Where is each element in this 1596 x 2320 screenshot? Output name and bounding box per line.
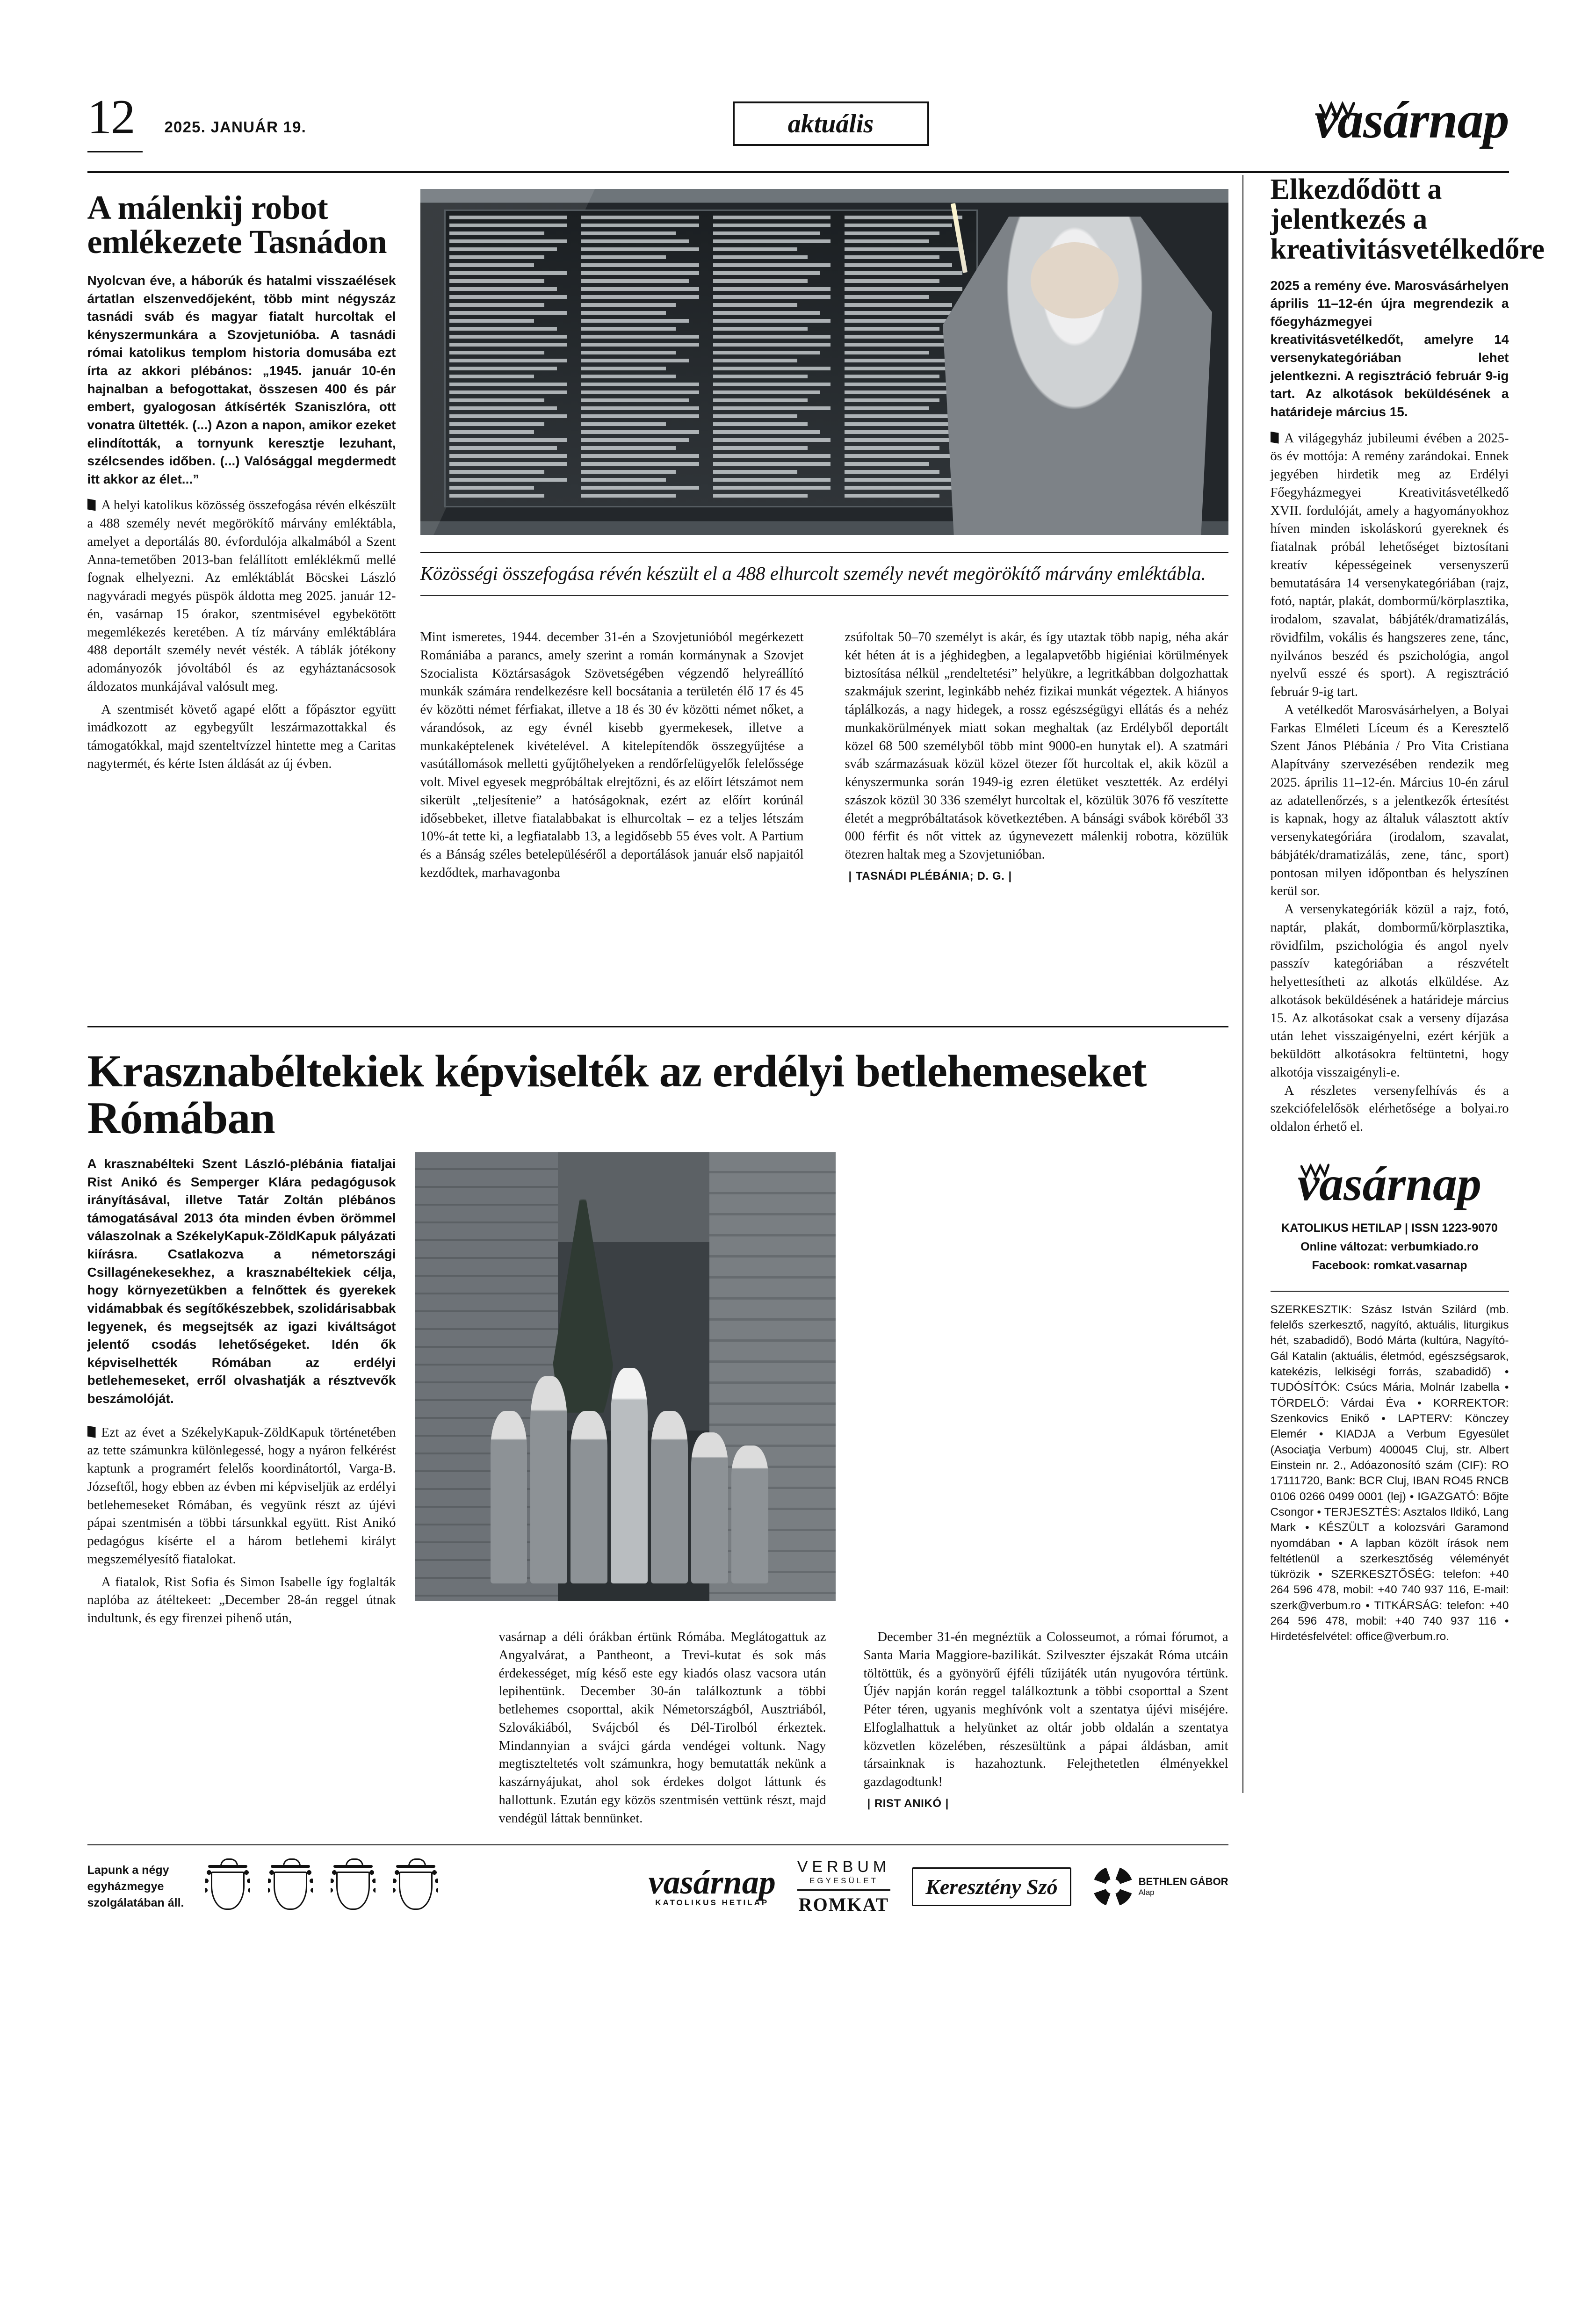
rail-meta-line: KATOLIKUS HETILAP | ISSN 1223-9070 — [1281, 1221, 1498, 1235]
brand-subtitle: KATOLIKUS HETILAP — [655, 1898, 769, 1908]
paragraph-text: A helyi katolikus közösség összefogása révén elkészült a 488 személy nevét megörökítő márvány emléktábla, amelyet a deportálás 80. évfordulója alkalmából a Szent Anna-temetőben 2013-ban felállított emléklékmű mellé fognak elhelyezni. Az emléktáblát Böcskei László nagyváradi megyés püspök áldotta meg 2025. január 12-én, vasárnap 15 órakor, szentmisével egybekötött megemlékezés keretében. A tíz márvány emléktáblára 488 deportált személy nevét vésték. A táblák jótékony adományozók jóvoltából és az egyháztanácsosok áldozatos munkájával valósult meg. — [87, 498, 396, 694]
article-paragraph: A szentmisét követő agapé előtt a főpásztor együtt imádkozott az egybegyűlt leszármazottakkal és támogatókkal, majd szenteltvízzel hintette meg a Caritas nagytermét, és kérte Isten áldását az új évben. — [87, 702, 396, 771]
article-paragraph: A fiatalok, Rist Sofia és Simon Isabelle így foglalták naplóba az átéltekeet: „December 28-án reggel útnak indultunk, és egy firenzei pihenő után, — [87, 1575, 396, 1626]
caption-rule-bottom — [420, 595, 1228, 596]
bishop-figure — [937, 217, 1212, 535]
footer-note: Lapunk a négy egyházmegye szolgálatában áll. — [87, 1863, 184, 1909]
photo-caption: Közösségi összefogása révén készült el a 488 elhurcolt személy nevét megörökítő márvány emléktábla. — [420, 563, 1206, 584]
bethlen-subtitle: Alap — [1138, 1888, 1155, 1897]
article-paragraph — [87, 497, 396, 696]
nativity-group-photo — [415, 1152, 836, 1601]
coat-of-arms-icon — [267, 1857, 314, 1915]
rail-meta-line: Facebook: romkat.vasarnap — [1312, 1258, 1467, 1272]
paragraph-text: A világegyház jubileumi évében a 2025-ös év mottója: A remény zarándokai. Ennek jegyében hirdetik meg az Erdélyi Főegyházmegyei Kreativitásvetélkedő XVII. fordulóját, amely a hagyományokhoz híven minden iskoláskorú gyereknek és fiatalnak próbál lehetőséget biztosítani kreatív képességeinek versenyszerű bemutatására 14 versenykategóriában (rajz, fotó, naptár, plakát, dombormű/körplasztika, irodalom, szavalat, bábjáték/dramatizálás, rövidfilm, vokális és hangszeres zene, tánc, nyilvános beszéd és pszichológia, angol nyelvű esszé és sport). A regisztráció február 9-ig tart. — [1270, 431, 1509, 700]
page-number-rule — [87, 151, 143, 152]
bullet-square-icon — [1271, 432, 1279, 444]
imprint-block: SZERKESZTIK: Szász István Szilárd (mb. felelős szerkesztő, nagyító, aktuális, liturgikus hét, szabadidő), Bodó Márta (kultúra, Nagyító-Gál Katalin (aktuális, életmód, egészségsarok, katekézis, lelkiségi forrás, szabadidő) • TUDÓSÍTÓK: Csúcs Mária, Molnár Izabella • TÖRDELŐ: Várdai Éva • KORREKTOR: Szenkovics Enikő • LAPTERV: Könczey Elemér • KIADJA a Verbum Egyesület (Asociaţia Verbum) 400045 Cluj, str. Albert Einstein nr. 2., Adóazonosító szám (CIF): RO 17111720, Bank: BCR Cluj, IBAN RO45 RNCB 0106 0266 0499 0001 (lej) • IGAZGATÓ: Bőjte Csongor • TERJESZTÉS: Asztalos Ildikó, Lang Mark • KÉSZÜLT a kolozsvári Garamond nyomdában • A lapban közölt írások nem feltétlenül a szerkesztőség véleményét tükrözik • SZERKESZTŐSÉG: telefon: +40 264 596 478, mobil: +40 740 937 116, E-mail: szerk@verbum.ro • TITKÁRSÁG: telefon: +40 264 596 478, mobil: +40 740 937 116 • Hirdetésfelvétel: office@verbum.ro. — [1271, 1291, 1509, 1645]
footer-verbum-logo — [797, 1858, 890, 1915]
footer-kereszteny-szo-logo: Keresztény Szó — [912, 1867, 1071, 1906]
article-roma-column-3: December 31-én megnéztük a Colosseumot, a római fórumot, a Santa Maria Maggiore-bazilikát. Szilveszter éjszakát Róma utcáin töltöttük, és a gyönyörű éjféli tűzijáték után nyugovóra tértünk. Újév napján korán reggel találkoztunk a többi csoporttal a Szent Péter téren, ugyanis meghívónk volt a szentatya újévi miséjére. Elfoglalhattuk a helyünket az oltár jobb oldalán a szentatya közvetlen közelében, részesültünk a pápai áldásban, amit társainknak is hazahoztunk. Felejthetetlen élményekkel gazdagodtunk! — [863, 1630, 1228, 1789]
section-label-box — [733, 101, 929, 146]
article-headline-malenkij: A málenkij robot emlékezete Tasnádon — [87, 189, 387, 261]
coat-of-arms-icon — [392, 1857, 439, 1915]
bethlen-mark-icon — [1093, 1866, 1133, 1907]
article-lead-roma: A krasznabélteki Szent László-plébánia fiataljai Rist Anikó és Semperger Klára pedagógusok irányításával, illetve Tatár Zoltán plébános támogatásával 2013 óta minden évben örömmel válaszolnak a SzékelyKapuk-ZöldKapuk pályázati kiírásra. Csatlakozva a németországi Csillagénekesekhez, a krasznabéltekiek célja, hogy környezetükben a felnőttek és gyerekek vidámabbak és segítőkészebbek, szolidárisabbak legyenek, és megsejtsék az igazi kiváltságot jelentő csodás lehetőségeket. Idén ők képviselhették Rómában az erdélyi betlehemeseket, erről olvashatják a résztvevők beszámolóját. — [87, 1156, 396, 1406]
verbum-subtitle: EGYESÜLET — [809, 1876, 878, 1885]
article-paragraph — [87, 1424, 396, 1569]
page-footer — [87, 1844, 1228, 1915]
section-label: aktuális — [787, 109, 874, 138]
footer-bethlen-gabor-logo — [1093, 1866, 1228, 1907]
rail-paragraph: A vetélkedőt Marosvásárhelyen, a Bolyai Farkas Elméleti Líceum és a Keresztelő Szent János Plébánia / Pro Vita Cristiana Alapítvány szervezésében rendezik meg 2025. április 11–12-én. Március 10-én zárul az adatellenőrzés, s a jelentkezők értesítést is kapnak, hogy az általuk választott aktív versenykategóriára (irodalom, szavalat, bábjáték/dramatizálás, zene, tánc, sport) pontosan milyen időpontban és helyszínen kerül sor. — [1270, 702, 1509, 899]
footer-partner-logos — [649, 1858, 1228, 1915]
footer-vasarnap-logo — [648, 1863, 776, 1908]
byline-text: RIST ANIKÓ — [874, 1797, 942, 1810]
bethlen-wordmark: BETHLEN GÁBOR — [1138, 1875, 1228, 1887]
bullet-square-icon — [87, 1426, 96, 1438]
rail-paragraph — [1271, 430, 1509, 701]
article-divider — [87, 1026, 1228, 1027]
plaque-name-list — [444, 210, 977, 507]
costumed-group — [491, 1368, 768, 1583]
article-column-2: Mint ismeretes, 1944. december 31-én a Szovjetunióból megérkezett Romániába a parancs, amely szerint a román kormánynak a Szovjet Szocialista Köztársaságok Szövetségében végzendő helyreállító munkák számára rendelkezésre kell bocsátania a területén élő 17 és 45 év közötti német férfiakat, illetve a 18 és 30 év közötti német nőket, a várandósok, az egy évnél kisebb gyermekesek, illetve a munkaképtelenek kivételével. A kitelepítendők összegyűjtése a vasútállomások melletti gyűjtőhelyeken a rendőrfelügyelők felelőssége volt. Mivel egyesek megpróbáltak elrejtőzni, és az előírt létszámot nem sikerült „teljesítenie” a hatóságoknak, ezért az előírt korúnál idősebbeket, illetve fiatalabbakat is elhurcoltak – ez a teljes létszám 10%-át tette ki, a legfiatalabb 13, a legidősebb 55 éves volt. A Partium és a Bánság széles betelepüléséről a deportálások január első napjaitól kezdődtek, marhavagonba — [420, 630, 804, 880]
article-byline-roma: | RIST ANIKÓ | — [867, 1797, 949, 1810]
rail-headline: Elkezdődött a jelentkezés a kreativitásvetélkedőre — [1270, 173, 1545, 265]
article-byline-malenkij: | TASNÁDI PLÉBÁNIA; D. G. | — [848, 869, 1012, 882]
rail-paragraph: A versenykategóriák közül a rajz, fotó, naptár, plakát, dombormű/körplasztika, rövidfilm, pszichológia és angol nyelv passzív kategóriában a részvételt helyettesítheti az alkotás elküldése. Az alkotások beküldésének a határideje március 15. Az alkotásokat csak a verseny díjazása után lehet visszaigényelni, ezért kérjük a beküldött alkotásokra feltüntetni, hogy alkotója visszaigényli-e. — [1270, 902, 1509, 1080]
romkat-wordmark: ROMKAT — [797, 1889, 890, 1915]
masthead-brand — [1314, 91, 1509, 149]
rail-meta — [1271, 1219, 1509, 1275]
paragraph-text: Ezt az évet a SzékelyKapuk-ZöldKapuk történetében az tette számunkra különlegessé, hogy a nyáron felkérést kaptunk a programért felelős koordinátortól, Varga-B. Józseftől, hogy ebben az évben mi képviseljük az erdélyi betlehemeseket Rómában, és vegyünk részt az újévi pápai szentmisén a többi társunkkal együtt. Rist Anikó pedagógus kísérte el a három betlehemi királyt megszemélyesítő fiatalokat. — [87, 1425, 396, 1567]
rail-meta-line: Online változat: verbumkiado.ro — [1300, 1240, 1479, 1253]
brand-wordmark: vasárnap — [1298, 1156, 1481, 1211]
article-column-3: zsúfoltak 50–70 személyt is akár, és így utaztak több napig, néha akár két héten át is a jéghidegben, a legalapvetőbb higiéniai körülmények biztosítása nélkül „rendeltetési” helyükre, a legritkábban dolgozhattak szakmájuk szerint, leginkább nehéz fizikai munkát végeztek. A hiányos táplálkozás, a nagy hidegek, a rossz egészségügyi ellátás és a nehéz munkakörülmények miatt sokan meghaltak (az Erdélyből deportált közel 68 500 személyből több mint 9000-en hunytak el). A szatmári sváb származásuak közül közel ötezer főt hurcoltak el, akik közül a kényszermunka során 1949-ig ezren életüket vesztették. Az erdélyi szászok közül 30 336 személyt hurcoltak el, közülük 3076 fő veszítette életét a megpróbáltatások következtében. A bánsági svábok köréből 33 000 férfit és nőt vittek az úgynevezett málenkij robotra, közülük ötezren haltak meg a Szovjetunióban. — [845, 630, 1228, 862]
page-number: 12 — [87, 89, 135, 144]
coat-of-arms-icon — [204, 1857, 251, 1915]
brand-wordmark: vasárnap — [648, 1863, 776, 1901]
rail-lead: 2025 a remény éve. Marosvásárhelyen április 11–12-én újra megrendezik a főegyházmegyei kreativitásvetélkedőt, amelyre 14 versenykategóriában lehet jelentkezni. A regisztráció február 9-ig tart. Az alkotások beküldésének a határideje március 15. — [1270, 278, 1509, 419]
diocese-coats-of-arms — [204, 1857, 439, 1915]
brand-swoosh-icon — [1300, 1164, 1329, 1178]
brand-swoosh-icon — [1319, 101, 1356, 121]
byline-text: TASNÁDI PLÉBÁNIA; D. G. — [855, 869, 1005, 882]
article-lead-malenkij: Nyolcvan éve, a háborúk és hatalmi visszaélések ártatlan elszenvedőjeként, több mint négyszáz tasnádi sváb és magyar fiatalt hurcoltak el kényszermunkára a Szovjetunióba. A tasnádi római katolikus templom historia domusába ezt írta az akkori plébános: „1945. január 10-én hajnalban a befogottakat, összesen 400 és pár embert, gyalogosan átkísérték Szaniszlóra, ott vonatra ültették. (...) Azon a napon, amikor ezeket elindították, a tornyunk keresztje lezuhant, szélcsendes időben. (...) Valósággal megdermedt itt akkor az élet...” — [87, 273, 396, 486]
bullet-square-icon — [87, 499, 96, 511]
verbum-wordmark: VERBUM — [797, 1857, 891, 1876]
masthead — [87, 82, 1509, 173]
coat-of-arms-icon — [330, 1857, 376, 1915]
rail-divider — [1242, 175, 1243, 1793]
rail-vasarnap-logo — [1271, 1156, 1509, 1211]
issue-date: 2025. JANUÁR 19. — [164, 118, 307, 136]
brand-wordmark: vasárnap — [1314, 91, 1509, 149]
article-headline-roma: Krasznabéltekiek képviselték az erdélyi betlehemeseket Rómában — [87, 1046, 1147, 1143]
memorial-plaque-photo — [420, 189, 1228, 535]
rail-paragraph: A részletes versenyfelhívás és a szekciófelelősök elérhetősége a bolyai.ro oldalon érhető el. — [1270, 1083, 1509, 1135]
article-roma-column-2: vasárnap a déli órákban értünk Rómába. Meglátogattuk az Angyalvárat, a Pantheont, a Trevi-kutat és sok más érdekességet, míg késő este egy kiadós olasz vacsora után lepihentünk. December 30-án találkoztunk a többi betlehemes csoporttal, akik Németországból, Ausztriából, Szlovákiából, Svájcból és Dél-Tirolból érkeztek. Mindannyian a svájci gárda vendégei voltunk. Nagy megtiszteltetés volt számunkra, hogy bemutatták nekünk a kaszárnyájukat, ahol sok érdekes dolgot láttunk és hallottunk. Ezután egy közös szentmisén vettünk részt, majd vendégül láttak bennünket. — [498, 1630, 826, 1826]
